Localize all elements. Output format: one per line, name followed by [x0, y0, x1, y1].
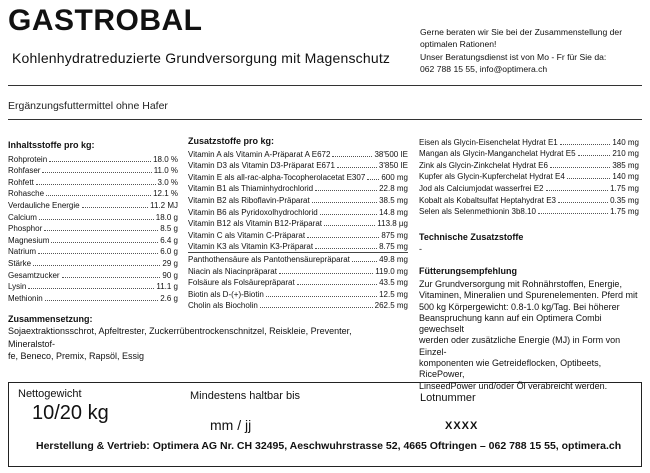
row-value: 140 mg [612, 172, 639, 182]
feeding-line: Vitaminen, Mineralien und Spurenelementen. Pferd mit [419, 290, 638, 301]
product-subtitle: Kohlenhydratreduzierte Grundversorgung mit Magenschutz [12, 50, 391, 66]
technical-additives-value: - [419, 244, 422, 254]
row-label: Stärke [8, 258, 32, 268]
table-row [419, 159, 639, 171]
dot-leader [45, 300, 159, 301]
dot-leader [352, 261, 377, 262]
table-row [188, 183, 408, 195]
dot-leader [279, 273, 373, 274]
dot-leader [33, 265, 160, 266]
row-label: Eisen als Glycin-Eisenchelat Hydrat E1 [419, 137, 558, 147]
row-value: 0.35 mg [610, 195, 639, 205]
row-value: 113.8 µg [377, 219, 408, 229]
dot-leader [367, 179, 379, 180]
row-value: 90 g [162, 270, 178, 280]
row-value: 11.2 MJ [150, 200, 178, 210]
dot-leader [324, 225, 375, 226]
row-label: Verdauliche Energie [8, 200, 80, 210]
table-row [419, 136, 639, 148]
row-label: Calcium [8, 212, 37, 222]
minerals-section [419, 136, 639, 217]
composition-line: fe, Beneco, Premix, Rapsöl, Essig [8, 351, 145, 361]
composition-text [8, 325, 370, 363]
table-row [419, 194, 639, 206]
dot-leader [307, 237, 379, 238]
row-label: Biotin als D-(+)-Biotin [188, 289, 264, 299]
contact-line: optimalen Rationen! [420, 39, 497, 50]
table-row [188, 229, 408, 241]
row-label: Panthothensäure als Pantothensäurepräparat [188, 254, 350, 264]
dot-leader [337, 167, 377, 168]
dot-leader [558, 202, 608, 203]
dot-leader [560, 144, 611, 145]
row-label: Zink als Glycin-Zinkchelat Hydrat E6 [419, 160, 548, 170]
row-value: 3.0 % [157, 177, 178, 187]
table-row [188, 171, 408, 183]
row-label: Rohfaser [8, 166, 41, 176]
row-value: 8.75 mg [379, 242, 408, 252]
table-row [188, 300, 408, 312]
table-row [8, 292, 178, 304]
table-row [8, 199, 178, 211]
ingredients-title: Inhaltsstoffe pro kg: [8, 140, 95, 150]
row-value: 262.5 mg [374, 301, 408, 311]
row-label: Vitamin D3 als Vitamin D3-Präparat E671 [188, 161, 335, 171]
row-value: 140 mg [612, 137, 639, 147]
feeding-line: komponenten wie Getreideflocken, Optibeets, RicePower, [419, 358, 602, 380]
row-value: 14.8 mg [379, 207, 408, 217]
best-before-value: mm / jj [210, 417, 252, 433]
contact-line: Gerne beraten wir Sie bei der Zusammenstellung der [420, 27, 623, 37]
row-label: Rohasche [8, 189, 45, 199]
table-row [8, 257, 178, 269]
row-label: Kobalt als Kobaltsulfat Heptahydrat E3 [419, 195, 556, 205]
feeding-line: 500 kg Körpergewicht: 0.8-1.0 kg/Tag. Bei höherer [419, 301, 620, 312]
row-label: Folsäure als Folsäurepräparat [188, 278, 295, 288]
row-value: 210 mg [612, 149, 639, 159]
table-row [8, 269, 178, 281]
table-row [8, 211, 178, 223]
dot-leader [82, 207, 149, 208]
dot-leader [550, 167, 610, 168]
dot-leader [332, 156, 372, 157]
table-row [8, 153, 178, 165]
table-row [419, 206, 639, 218]
table-row [188, 160, 408, 172]
row-value: 1.75 mg [610, 207, 639, 217]
table-row [188, 265, 408, 277]
row-label: Phosphor [8, 224, 43, 234]
table-row [8, 246, 178, 258]
table-row [8, 281, 178, 293]
row-label: Gesamtzucker [8, 270, 60, 280]
dot-leader [315, 190, 377, 191]
table-row [8, 165, 178, 177]
product-type: Ergänzungsfuttermittel ohne Hafer [8, 100, 168, 112]
dot-leader [260, 307, 373, 308]
brand-title: GASTROBAL [8, 4, 203, 37]
table-row [188, 241, 408, 253]
table-row [188, 194, 408, 206]
row-value: 18.0 g [155, 212, 178, 222]
feeding-title: Fütterungsempfehlung [419, 266, 517, 276]
table-row [8, 234, 178, 246]
row-value: 11.1 g [156, 282, 178, 292]
table-row [188, 277, 408, 289]
lot-number-label: Lotnummer [420, 392, 476, 404]
net-weight-label: Nettogewicht [18, 388, 82, 400]
dot-leader [38, 253, 158, 254]
dot-leader [266, 296, 377, 297]
row-value: 119.0 mg [375, 266, 408, 276]
row-label: Vitamin E als all-rac-alpha-Tocopherolacetat E307 [188, 172, 366, 182]
dot-leader [567, 178, 610, 179]
table-row [419, 171, 639, 183]
row-label: Vitamin B6 als Pyridoxolhydrochlorid [188, 207, 318, 217]
dot-leader [320, 214, 377, 215]
row-value: 385 mg [612, 160, 639, 170]
row-label: Rohprotein [8, 154, 48, 164]
row-label: Mangan als Glycin-Manganchelat Hydrat E5 [419, 149, 576, 159]
dot-leader [315, 248, 377, 249]
row-value: 11.0 % [153, 166, 178, 176]
row-label: Vitamin A als Vitamin A-Präparat A E672 [188, 149, 331, 159]
composition-line: Sojaextraktionsschrot, Apfeltrester, Zuckerrübentrockenschnitzel, Reiskleie, Preventer, Mineralstof- [8, 326, 352, 349]
table-row [8, 223, 178, 235]
table-row [188, 288, 408, 300]
lot-number-value: XXXX [445, 420, 479, 432]
manufacturer-line: Herstellung & Vertrieb: Optimera AG Nr. CH 32495, Aeschwuhrstrasse 52, 4665 Oftringen – 062 788 15 55, optimera.ch [36, 440, 622, 452]
row-label: Selen als Selenmethionin 3b8.10 [419, 207, 536, 217]
row-value: 38'500 IE [374, 149, 408, 159]
dot-leader [44, 230, 158, 231]
dot-leader [51, 242, 158, 243]
feeding-line: Beanspruchung kann auf ein Optimera Combi gewechselt [419, 312, 602, 335]
header-divider [8, 85, 642, 86]
dot-leader [538, 213, 608, 214]
row-value: 29 g [162, 258, 178, 268]
contact-info [420, 26, 645, 75]
row-label: Kupfer als Glycin-Kupferchelat Hydrat E4 [419, 172, 565, 182]
row-value: 2.6 g [160, 293, 178, 303]
row-value: 600 mg [381, 172, 408, 182]
contact-line: 062 788 15 55, info@optimera.ch [420, 63, 548, 74]
row-value: 8.5 g [160, 224, 178, 234]
row-label: Lysin [8, 282, 27, 292]
row-label: Niacin als Niacinpräparat [188, 266, 277, 276]
best-before-label: Mindestens haltbar bis [190, 390, 301, 402]
additives-section [188, 136, 408, 311]
dot-leader [36, 184, 156, 185]
table-row [188, 252, 408, 265]
row-label: Cholin als Biocholin [188, 301, 258, 311]
row-value: 43.5 mg [379, 278, 408, 288]
row-value: 1.75 mg [610, 183, 639, 193]
row-label: Vitamin B12 als Vitamin B12-Präparat [188, 219, 322, 229]
section-divider [8, 119, 642, 120]
row-value: 12.5 mg [379, 289, 408, 299]
row-value: 18.0 % [153, 154, 178, 164]
composition-title: Zusammensetzung: [8, 314, 93, 324]
dot-leader [546, 190, 609, 191]
row-value: 3'850 IE [378, 161, 408, 171]
additives-title: Zusatzstoffe pro kg: [188, 136, 275, 146]
contact-line: Unser Beratungsdienst ist von Mo - Fr für Sie da: [420, 51, 607, 62]
table-row [188, 148, 408, 160]
net-weight-value: 10/20 kg [32, 402, 109, 424]
row-value: 875 mg [381, 230, 408, 240]
dot-leader [28, 288, 154, 289]
row-label: Rohfett [8, 177, 34, 187]
table-row [8, 176, 178, 188]
feeding-text [419, 279, 645, 392]
dot-leader [46, 195, 151, 196]
row-label: Jod als Calciumjodat wasserfrei E2 [419, 183, 544, 193]
ingredients-section [8, 140, 178, 304]
dot-leader [62, 277, 161, 278]
dot-leader [297, 284, 377, 285]
table-row [188, 218, 408, 230]
dot-leader [578, 155, 611, 156]
row-label: Natrium [8, 247, 37, 257]
table-row [8, 188, 178, 200]
row-label: Vitamin B2 als Riboflavin-Präparat [188, 195, 310, 205]
row-value: 49.8 mg [379, 254, 408, 264]
table-row [188, 206, 408, 218]
row-label: Vitamin B1 als Thiaminhydrochlorid [188, 184, 314, 194]
row-value: 38.5 mg [379, 195, 408, 205]
row-label: Methionin [8, 293, 43, 303]
row-label: Magnesium [8, 235, 50, 245]
feeding-line: werden oder zusätzliche Energie (MJ) in Form von Einzel- [419, 335, 621, 357]
dot-leader [42, 172, 151, 173]
row-value: 22.8 mg [379, 184, 408, 194]
feeding-line: Zur Grundversorgung mit Rohnährstoffen, Energie, [419, 279, 622, 289]
row-label: Vitamin K3 als Vitamin K3-Präparat [188, 242, 314, 252]
table-row [419, 182, 639, 194]
dot-leader [49, 161, 151, 162]
row-value: 6.4 g [160, 235, 178, 245]
feeding-line: LinseedPower und/oder Öl verabreicht werden. [419, 380, 608, 391]
row-label: Vitamin C als Vitamin C-Präparat [188, 230, 306, 240]
table-row [419, 148, 639, 160]
row-value: 6.0 g [160, 247, 178, 257]
technical-additives-title: Technische Zusatzstoffe [419, 232, 524, 242]
dot-leader [39, 219, 154, 220]
row-value: 12.1 % [153, 189, 178, 199]
dot-leader [312, 202, 377, 203]
